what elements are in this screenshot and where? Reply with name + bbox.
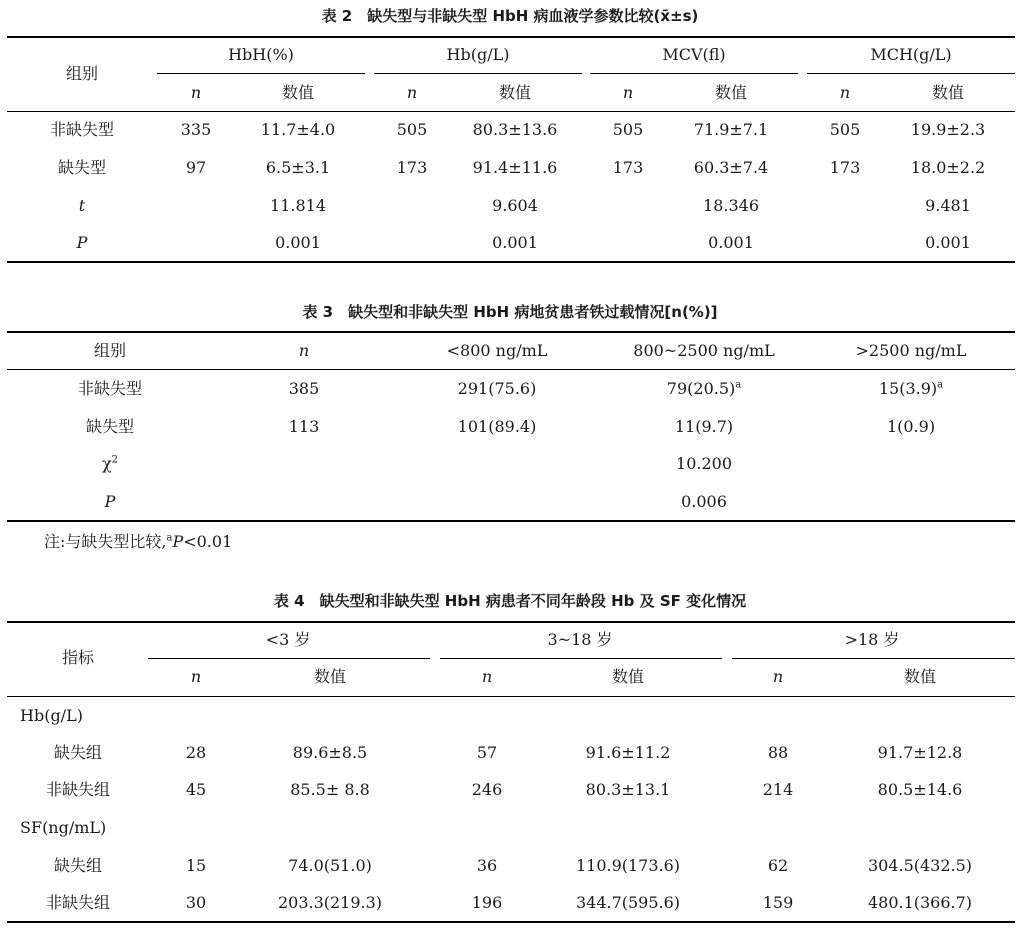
table2-p-value: 0.001 — [708, 233, 754, 252]
chi-superscript: 2 — [111, 454, 119, 466]
table4-cell: 246 — [471, 780, 503, 799]
table3-header-gt2500: >2500 ng/mL — [855, 341, 967, 360]
table4-title: 表 4 缺失型和非缺失型 HbH 病患者不同年龄段 Hb 及 SF 变化情况 — [273, 592, 747, 610]
table3-header-lt800: <800 ng/mL — [446, 341, 548, 360]
table4-cell: 88 — [767, 743, 789, 762]
table2-cell: 505 — [612, 120, 644, 139]
table2-cell: 19.9±2.3 — [910, 120, 986, 139]
table3-cell: 1(0.9) — [886, 417, 936, 436]
table2-sub-n: n — [839, 83, 851, 102]
table4-cell: 203.3(219.3) — [277, 893, 383, 912]
table3-cell-value: 79(20.5) — [666, 379, 736, 398]
table2-hb-underline — [374, 73, 582, 74]
table2-cell: 173 — [612, 158, 644, 177]
table3-cell-value: 15(3.9) — [878, 379, 938, 398]
table4-row-label: 非缺失组 — [45, 780, 111, 799]
table4-cell: 74.0(51.0) — [288, 856, 372, 875]
table3-chi-label — [102, 454, 118, 474]
table4-cell: 304.5(432.5) — [867, 856, 973, 875]
table2-cell: 335 — [180, 120, 212, 139]
table2-top-rule — [7, 36, 1015, 38]
table4-section-sf: SF(ng/mL) — [20, 818, 107, 837]
table3-top-rule — [7, 331, 1015, 333]
table4-sub-value: 数值 — [313, 667, 347, 686]
table4-section-hb: Hb(g/L) — [20, 706, 83, 725]
table2-t-value: 11.814 — [270, 196, 326, 215]
note-superscript: a — [166, 532, 173, 544]
table4-cell: 344.7(595.6) — [575, 893, 681, 912]
table2-row-label: 缺失型 — [57, 158, 107, 177]
table4-index-header: 指标 — [61, 648, 95, 667]
table2-cell: 173 — [396, 158, 428, 177]
table4-cell: 91.7±12.8 — [877, 743, 963, 762]
table4-cell: 89.6±8.5 — [292, 743, 368, 762]
table2-cell: 97 — [185, 158, 207, 177]
table2-sub-n: n — [406, 83, 418, 102]
table3-header-800-2500: 800~2500 ng/mL — [633, 341, 775, 360]
table4-age-header: 3~18 岁 — [547, 630, 613, 649]
table2-p-value: 0.001 — [492, 233, 538, 252]
table4-header-rule — [7, 696, 1015, 697]
table4-bottom-rule — [7, 921, 1015, 923]
table3-cell: 291(75.6) — [457, 379, 537, 398]
table4-sub-n: n — [481, 667, 493, 686]
table2-row-label: 非缺失型 — [49, 120, 115, 139]
table4-age-header: <3 岁 — [265, 630, 311, 649]
table2-cell: 6.5±3.1 — [265, 158, 331, 177]
table4-age1-underline — [148, 658, 430, 659]
table4-cell: 45 — [185, 780, 207, 799]
table2-title: 表 2 缺失型与非缺失型 HbH 病血液学参数比较(x̄±s) — [321, 7, 699, 25]
table4-row-label: 非缺失组 — [45, 893, 111, 912]
table2-t-value: 9.604 — [492, 196, 538, 215]
table3-chi-value: 10.200 — [676, 454, 732, 473]
table4-cell: 62 — [767, 856, 789, 875]
table3-note — [44, 532, 232, 552]
table3-p-value: 0.006 — [681, 492, 727, 511]
table4-age2-underline — [440, 658, 722, 659]
table3-p-label: P — [104, 492, 116, 511]
table3-row-label: 非缺失型 — [77, 379, 143, 398]
table4-cell: 36 — [476, 856, 498, 875]
table4-top-rule — [7, 621, 1015, 623]
table3-superscript: a — [735, 379, 742, 391]
table3-bottom-rule — [7, 520, 1015, 522]
table2-t-value: 18.346 — [703, 196, 759, 215]
table4-age3-underline — [732, 658, 1015, 659]
table4-cell: 80.5±14.6 — [877, 780, 963, 799]
table4-cell: 80.3±13.1 — [585, 780, 671, 799]
table3-header-rule — [7, 369, 1015, 370]
table2-bottom-rule — [7, 261, 1015, 263]
table2-cell: 173 — [829, 158, 861, 177]
note-suffix: <0.01 — [183, 532, 233, 551]
table2-sub-value: 数值 — [931, 83, 965, 102]
table3-cell — [879, 379, 943, 399]
table4-sub-value: 数值 — [611, 667, 645, 686]
table4-cell: 196 — [471, 893, 503, 912]
table3-header-n: n — [298, 341, 310, 360]
table3-header-group: 组别 — [93, 341, 127, 360]
table2-sub-n: n — [622, 83, 634, 102]
table4-cell: 30 — [185, 893, 207, 912]
table4-cell: 480.1(366.7) — [867, 893, 973, 912]
table2-t-label: t — [78, 196, 86, 215]
table2-cell: 71.9±7.1 — [693, 120, 769, 139]
table2-col-hbh: HbH(%) — [228, 45, 294, 64]
table2-col-hb: Hb(g/L) — [446, 45, 510, 64]
table4-sub-n: n — [190, 667, 202, 686]
table2-hbh-underline — [157, 73, 365, 74]
table2-cell: 91.4±11.6 — [472, 158, 558, 177]
table2-p-value: 0.001 — [275, 233, 321, 252]
table2-cell: 18.0±2.2 — [910, 158, 986, 177]
note-p: P — [172, 532, 184, 551]
table2-cell: 11.7±4.0 — [260, 120, 336, 139]
table3-cell — [667, 379, 741, 399]
table2-sub-n: n — [190, 83, 202, 102]
table2-cell: 505 — [396, 120, 428, 139]
table4-cell: 214 — [762, 780, 794, 799]
table3-title: 表 3 缺失型和非缺失型 HbH 病地贫患者铁过载情况[n(%)] — [302, 303, 718, 321]
table4-row-label: 缺失组 — [53, 743, 103, 762]
table2-sub-value: 数值 — [714, 83, 748, 102]
table3-cell: 113 — [288, 417, 320, 436]
table2-col-mch: MCH(g/L) — [870, 45, 952, 64]
table4-age-header: >18 岁 — [844, 630, 900, 649]
table2-header-rule — [7, 111, 1015, 112]
chi-symbol: χ — [101, 454, 112, 473]
table4-cell: 15 — [185, 856, 207, 875]
table4-row-label: 缺失组 — [53, 856, 103, 875]
table2-t-value: 9.481 — [925, 196, 971, 215]
table2-sub-value: 数值 — [281, 83, 315, 102]
table4-cell: 159 — [762, 893, 794, 912]
table2-group-header: 组别 — [65, 64, 99, 83]
table3-cell: 101(89.4) — [457, 417, 537, 436]
table2-sub-value: 数值 — [498, 83, 532, 102]
table3-row-label: 缺失型 — [85, 417, 135, 436]
table2-cell: 505 — [829, 120, 861, 139]
table4-cell: 110.9(173.6) — [575, 856, 681, 875]
table2-mch-underline — [807, 73, 1015, 74]
table2-cell: 60.3±7.4 — [693, 158, 769, 177]
table3-superscript: a — [937, 379, 944, 391]
table4-sub-value: 数值 — [903, 667, 937, 686]
table2-cell: 80.3±13.6 — [472, 120, 558, 139]
table4-cell: 57 — [476, 743, 498, 762]
table3-cell: 385 — [288, 379, 320, 398]
table2-mcv-underline — [590, 73, 798, 74]
table2-p-label: P — [76, 233, 88, 252]
table2-col-mcv: MCV(fl) — [662, 45, 726, 64]
table3-cell: 11(9.7) — [674, 417, 734, 436]
table4-cell: 91.6±11.2 — [585, 743, 671, 762]
table2-p-value: 0.001 — [925, 233, 971, 252]
note-prefix: 注:与缺失型比较, — [44, 532, 167, 551]
table4-cell: 28 — [185, 743, 207, 762]
table4-sub-n: n — [772, 667, 784, 686]
table4-cell: 85.5± 8.8 — [290, 780, 370, 799]
